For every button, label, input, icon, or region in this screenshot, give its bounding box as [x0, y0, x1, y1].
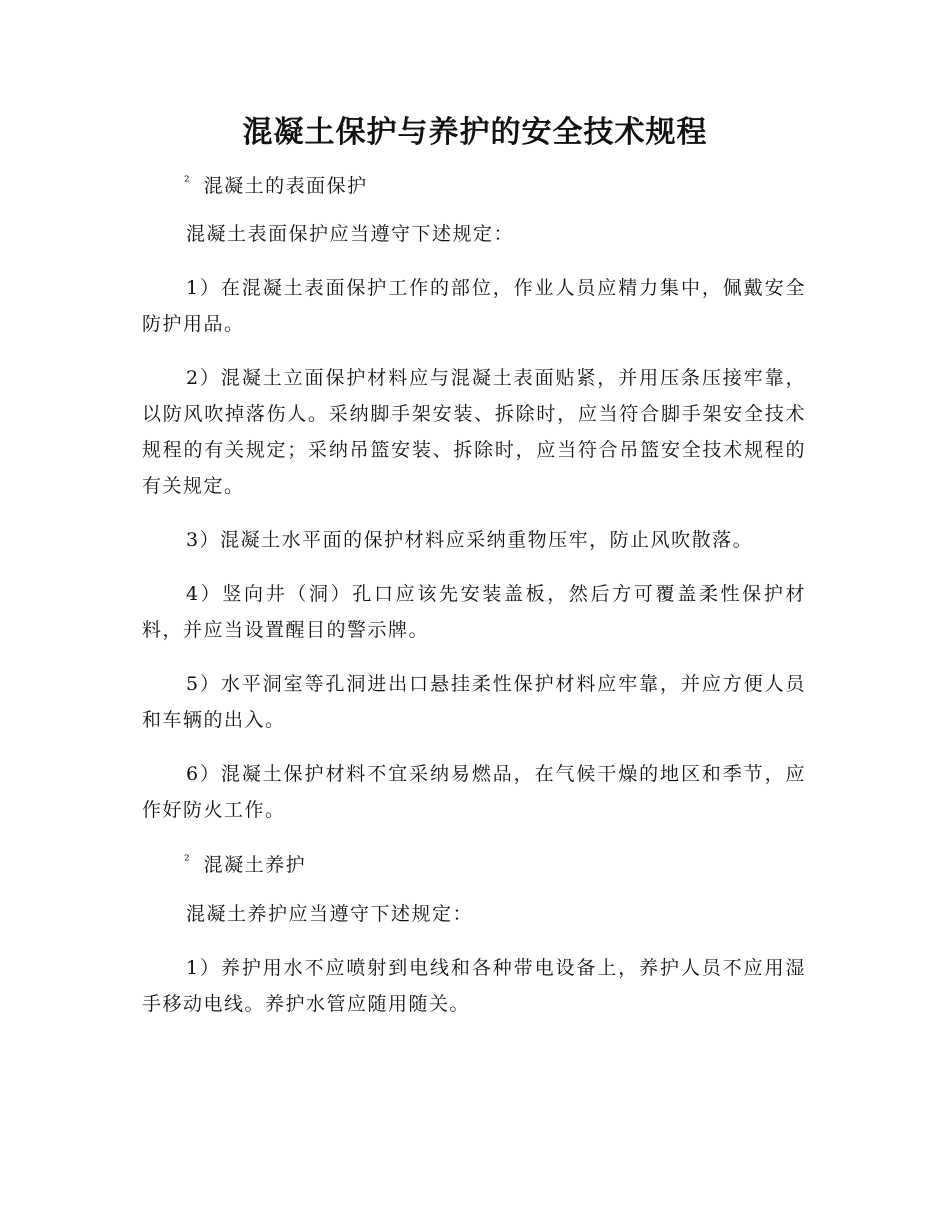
- section-heading-curing: [184, 843, 306, 883]
- paragraph-item-curing-1: 1）养护用水不应喷射到电线和各种带电设备上，养护人员不应用湿手移动电线。养护水管应随用随关。: [142, 957, 806, 1015]
- paragraph-item-6: 6）混凝土保护材料不宜采纳易燃品，在气候干燥的地区和季节，应作好防火工作。: [142, 763, 806, 821]
- paragraph-item-4: 4）竖向井（洞）孔口应该先安装盖板，然后方可覆盖柔性保护材料，并应当设置醒目的警示牌。: [142, 583, 806, 641]
- section-intro-paragraph: 混凝土表面保护应当遵守下述规定：: [186, 223, 515, 245]
- paragraph-item-2: 2）混凝土立面保护材料应与混凝土表面贴紧，并用压条压接牢靠，以防风吹掉落伤人。采纳脚手架安装、拆除时，应当符合脚手架安全技术规程的有关规定；采纳吊篮安装、拆除时，应当符合吊篮安全技术规程的有关规定。: [142, 367, 806, 497]
- section-heading-surface-protection: [184, 164, 368, 204]
- section-heading-text: 混凝土的表面保护: [203, 175, 368, 197]
- section-heading-text: 混凝土养护: [203, 854, 307, 876]
- bullet-marker: ²: [184, 853, 190, 869]
- document-title: 混凝土保护与养护的安全技术规程: [242, 115, 708, 150]
- paragraph-item-5: 5）水平洞室等孔洞进出口悬挂柔性保护材料应牢靠，并应方便人员和车辆的出入。: [142, 673, 806, 731]
- paragraph-item-1: 1）在混凝土表面保护工作的部位，作业人员应精力集中，佩戴安全防护用品。: [142, 277, 806, 335]
- bullet-marker: ²: [184, 174, 190, 190]
- paragraph-item-3: 3）混凝土水平面的保护材料应采纳重物压牢，防止风吹散落。: [186, 529, 754, 551]
- section-intro-paragraph: 混凝土养护应当遵守下述规定：: [186, 903, 474, 925]
